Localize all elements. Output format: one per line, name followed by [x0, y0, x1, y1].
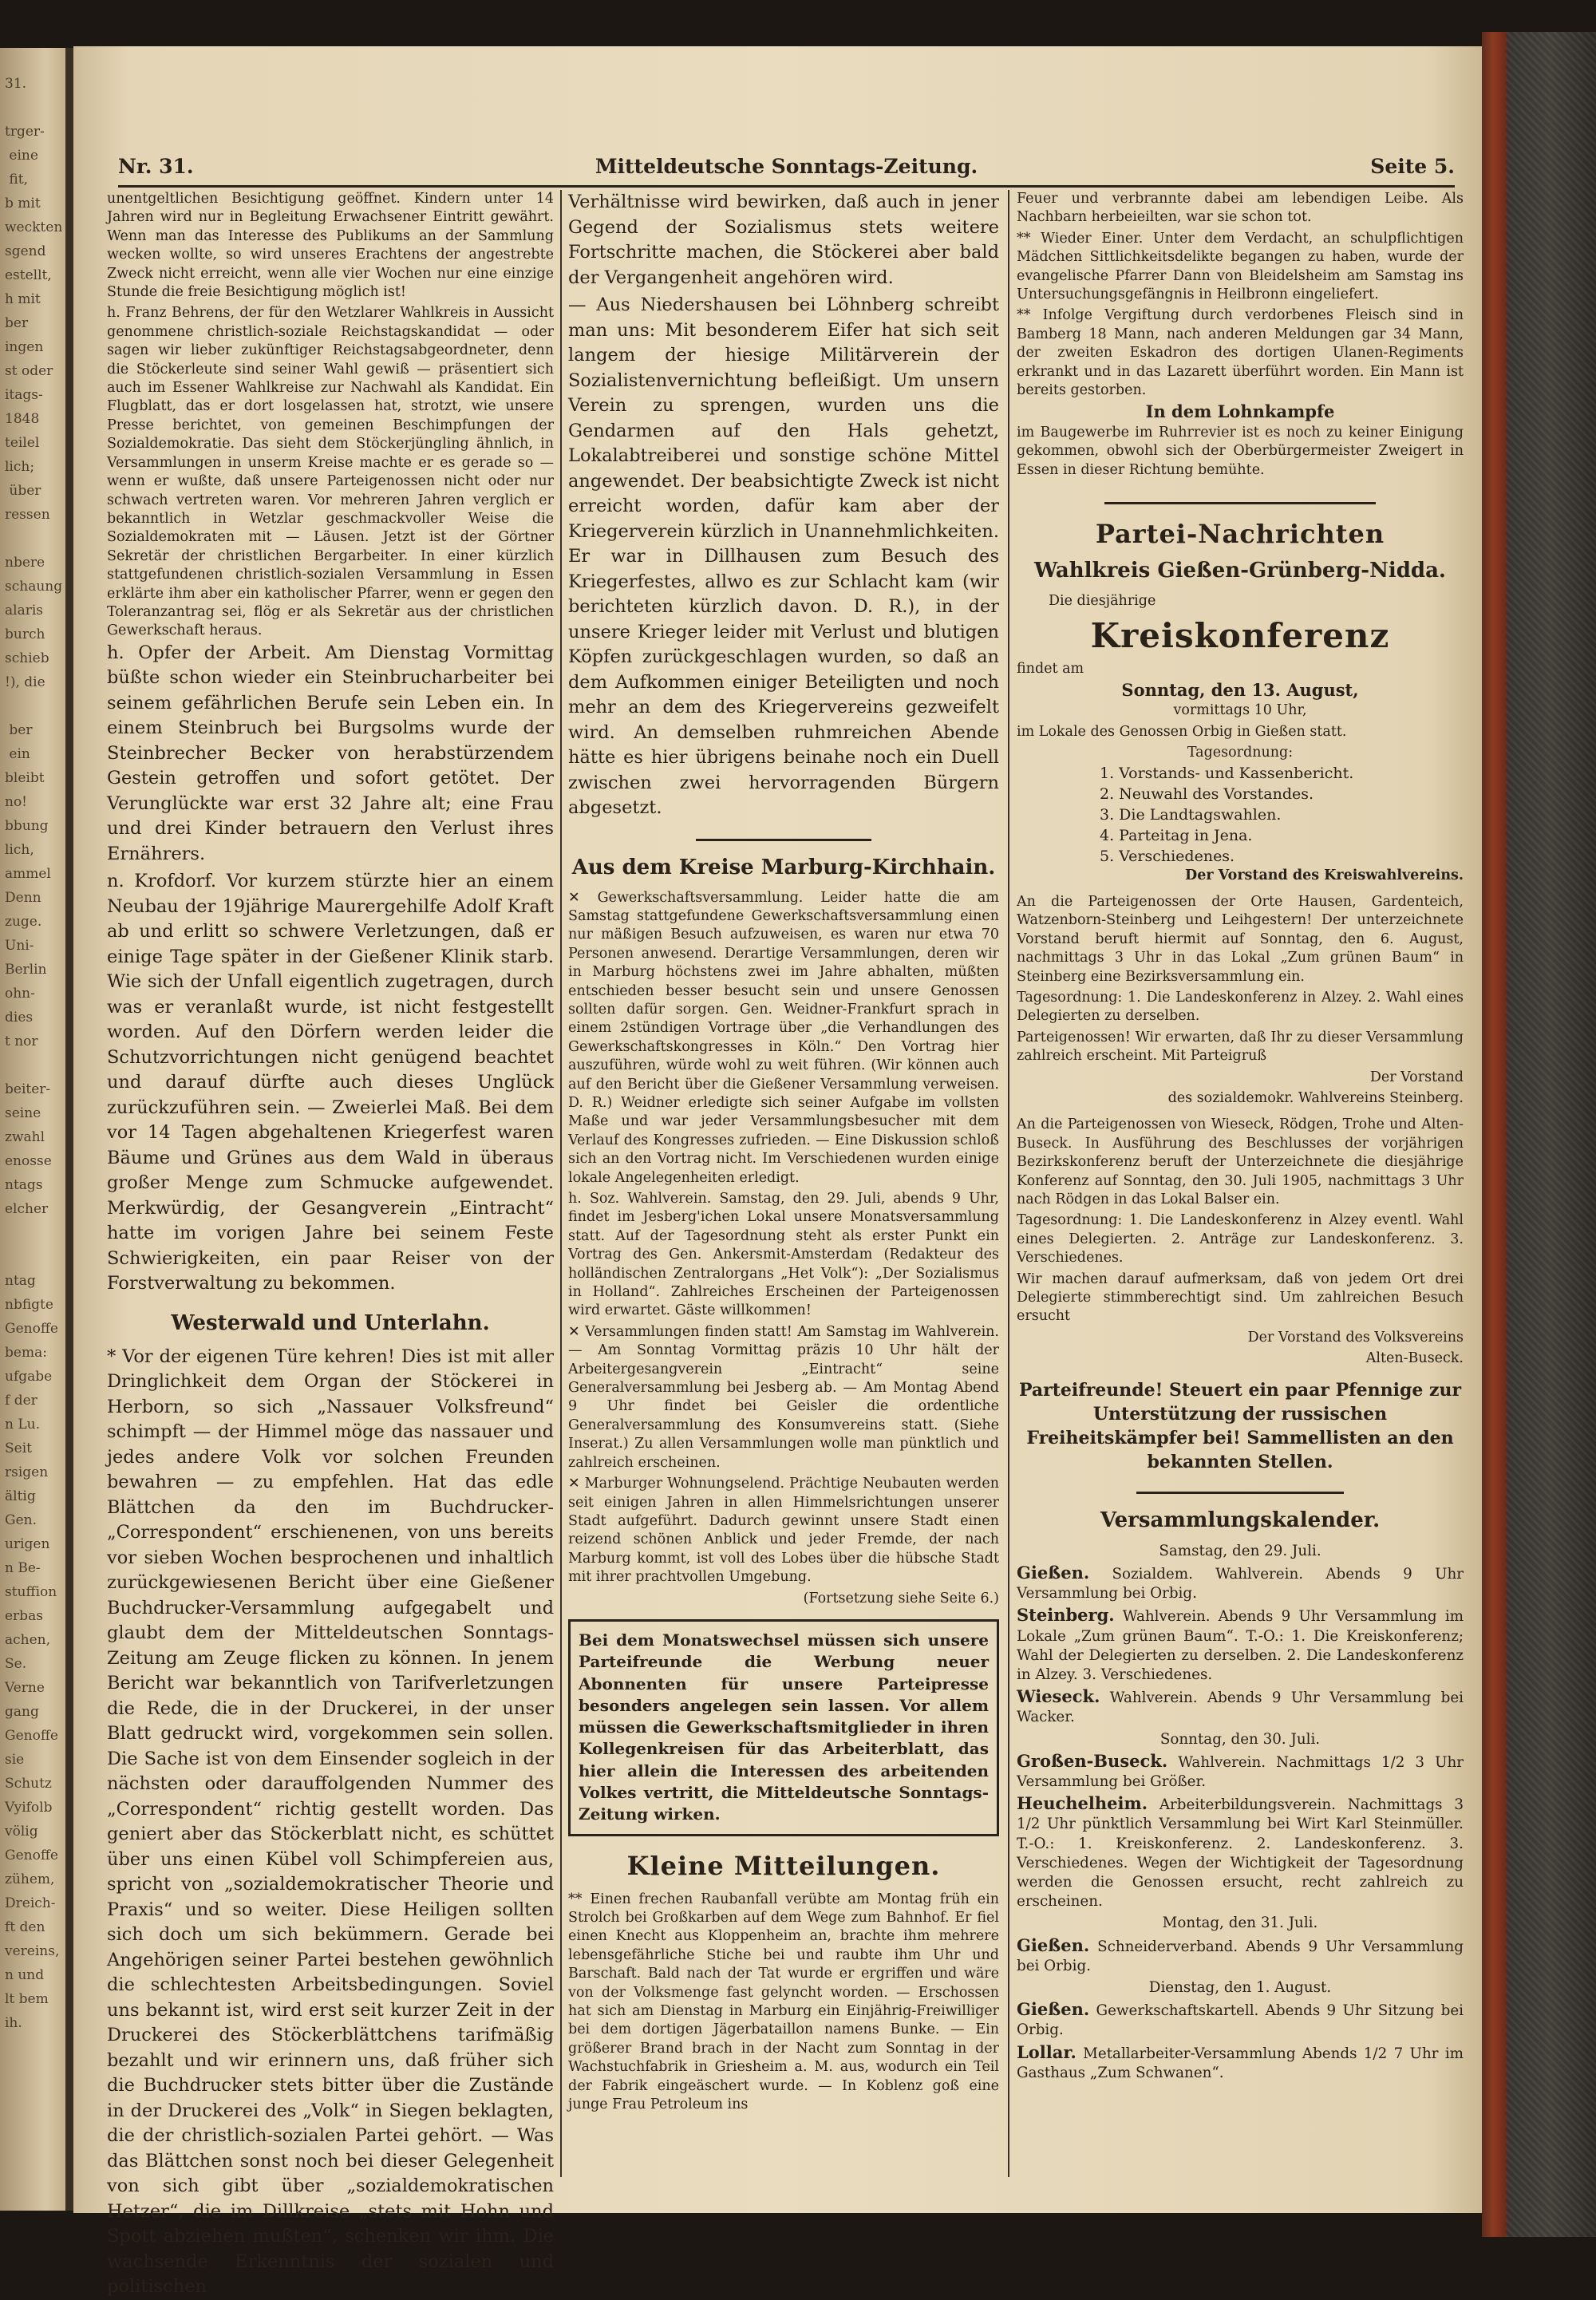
calendar-place: Wieseck. [1017, 1686, 1100, 1707]
previous-page-fragments: 31. trger- eine fit, b mit weckten sgend estellt, h mit ber ingen st oder itags- 1848 teilel lich; über ressen nbere schaung alaris burch schieb !), die ber ein bleibt no! bbung lich, ammel Denn zuge. Uni- Berlin ohn- dies t nor beiter- seine zwahl enosse ntags elcher ntag nbfigte Genoffe bema: ufgabe f der n Lu. Seit rsigen ältig Gen. urigen n Be- stuffion erbas achen, Se. Verne gang Genoffe sie Schutz Vyifolb völig Genoffe zühem, Dreich- ft den vereins, n und lt bem ih. [5, 76, 63, 2031]
calendar-place: Gießen. [1017, 1562, 1090, 1583]
newspaper-page [73, 46, 1482, 2298]
agenda-item: 5. Verschiedenes. [1100, 847, 1235, 865]
continuation-note: (Fortsetzung siehe Seite 6.) [803, 1590, 999, 1606]
calendar-text: Wahlverein. Nachmittags 1/2 3 Uhr Versammlung bei Größer. [1017, 1753, 1464, 1790]
notice-agenda-title: Tagesordnung: [1187, 745, 1294, 761]
article-raubanfall: ** Einen frechen Raubanfall verübte am Montag früh ein Strolch bei Großkarben auf dem Wege zum Bahnhof. Er fiel einen Knecht aus Kloppenheim an, brachte ihm mehrere lebensgefährliche Stiche bei und raubte ihm Uhr und Barschaft. Bald nach der Tat wurde er ergriffen und wäre von der Volksmenge fast gelyncht worden. — Erschossen hat sich am Dienstag in Marburg ein Einjährig-Freiwilliger bei dem dortigen Jägerbataillon namens Bunke. — Ein größerer Brand brach in der Nacht zum Sonntag in der Wachstuchfabrik in Griesheim a. M. aus, wodurch ein Teil der Fabrik eingeäschert wurde. — In Koblenz goß eine junge Frau Petroleum ins [568, 1891, 999, 2113]
calendar-text: Gewerkschaftskartell. Abends 9 Uhr Sitzung bei Orbig. [1017, 2002, 1464, 2039]
calendar-text: Wahlverein. Abends 9 Uhr Versammlung bei Wacker. [1017, 1689, 1464, 1726]
notice-location: im Lokale des Genossen Orbig in Gießen statt. [1017, 723, 1347, 740]
calendar-text: Metallarbeiter-Versammlung Abends 1/2 7 Uhr im Gasthaus „Zum Schwanen“. [1017, 2045, 1464, 2081]
column-3 [1017, 190, 1464, 2185]
article-continuation: Verhältnisse wird bewirken, daß auch in jener Gegend der Sozialismus stets weitere Fortschritte machen, die Stöckerei aber bald der Vergangenheit angehören wird. [568, 192, 999, 288]
divider [1104, 502, 1376, 504]
column-rule-1 [560, 190, 562, 2177]
notice-diesjaehrige: Die diesjährige [1049, 593, 1156, 610]
notice-hausen: An die Parteigenossen der Orte Hausen, Gardenteich, Watzenborn-Steinberg und Leihgestern! Der unterzeichnete Vorstand beruft hiermit auf Sonntag, den 6. August, nachmittags 3 Uhr in das Lokal „Zum grünen Baum“ in Steinberg eine Bezirksversammlung ein. [1017, 893, 1464, 985]
notice-kreiskonferenz: Kreiskonferenz [1090, 615, 1390, 655]
notice-wieseck-note: Wir machen darauf aufmerksam, daß von jedem Ort drei Delegierte stimmberechtigt sind. Um zahlreichen Besuch ersucht [1017, 1271, 1464, 1325]
calendar-entry [1017, 1936, 1464, 1976]
russia-appeal [1017, 1378, 1464, 1474]
notice-wieseck: An die Parteigenossen von Wieseck, Rödgen, Trohe und Alten-Buseck. In Ausführung des Beschlusses der vorjährigen Bezirkskonferenz beruft der Unterzeichnete die diesjährige Konferenz auf Sonntag, den 30. Juli 1905, nachmittags 3 Uhr nach Rödgen in das Lokal Balser ein. [1017, 1116, 1464, 1208]
section-heading-wahlkreis: Wahlkreis Gießen-Grünberg-Nidda. [1033, 559, 1446, 583]
calendar-entry [1017, 1606, 1464, 1685]
calendar-place: Gießen. [1017, 1934, 1090, 1955]
issue-number: Nr. 31. [118, 155, 194, 178]
agenda-item: 4. Parteitag in Jena. [1100, 826, 1253, 844]
agenda-item: 3. Die Landtagswahlen. [1100, 805, 1282, 824]
section-heading-marburg: Aus dem Kreise Marburg-Kirchhain. [571, 855, 996, 879]
section-heading-kalender: Versammlungskalender. [1100, 1508, 1381, 1532]
calendar-date: Montag, den 31. Juli. [1162, 1915, 1318, 1932]
calendar-text: Schneiderverband. Abends 9 Uhr Versammlung bei Orbig. [1017, 1938, 1464, 1974]
previous-page-edge [0, 48, 68, 2211]
calendar-entry [1017, 1794, 1464, 1911]
notice-hausen-appeal: Parteigenossen! Wir erwarten, daß Ihr zu dieser Versammlung zahlreich erscheint. Mit Parteigruß [1017, 1029, 1464, 1065]
calendar-text: Arbeiterbildungsverein. Nachmittags 3 1/2 Uhr pünktlich Versammlung bei Wirt Karl Steinmüller. T.-O.: 1. Kreiskonferenz. 2. Landeskonferenz. 3. Verschiedenes. Wegen der Wichtigkeit der Tagesordnung werden die Genossen ersucht, recht zahlreich zu erscheinen. [1017, 1796, 1464, 1911]
book-binding [1482, 32, 1596, 2237]
section-heading-westerwald: Westerwald und Unterlahn. [171, 1310, 490, 1335]
notice-time: vormittags 10 Uhr, [1173, 702, 1307, 719]
subscription-appeal-box [568, 1619, 999, 1836]
notice-wieseck-agenda: Tagesordnung: 1. Die Landeskonferenz in Alzey eventl. Wahl eines Delegierten. 2. Anträge zur Landeskonferenz. 3. Verschiedenes. [1017, 1212, 1464, 1267]
calendar-date: Dienstag, den 1. August. [1148, 1978, 1332, 1996]
divider [1136, 1492, 1344, 1494]
article-soz-wahlverein: h. Soz. Wahlverein. Samstag, den 29. Juli, abends 9 Uhr, findet im Jesberg'ichen Lokal unsere Monatsversammlung statt. Auf der Tagesordnung steht als erster Punkt ein Vortrag des Gen. Ankersmit-Amsterdam (Redakteur des holländischen Zentralorgans „Het Volk“): „Der Sozialismus in Holland“. Zahlreiches Erscheinen der Parteigenossen wird erwartet. Gäste willkommen! [568, 1191, 999, 1319]
notice-hausen-signature-1: Der Vorstand [1369, 1069, 1464, 1085]
agenda-list [1017, 763, 1464, 867]
calendar-entry [1017, 2043, 1464, 2083]
article-gewerkschaft: ✕ Gewerkschaftsversammlung. Leider hatte die am Samstag stattgefundene Gewerkschaftsversammlung einen nur mäßigen Besuch aufzuweisen, es waren nur etwa 70 Personen anwesend. Derartige Versammlungen, deren wir in Marburg höchstens zwei im Jahre abhalten, müßten entschieden besser besucht sein und unsere Genossen sollten dafür sorgen. Gen. Weidner-Frankfurt sprach in einem 2stündigen Vortrage über „die Verhandlungen des Gewerkschaftskongresses in Köln.“ Den Vortrag hier auszuführen, würde wohl zu weit führen. (Wir können auch auf den Bericht über die Gießener Versammlung verweisen. D. R.) Weidner erledigte sich seiner Aufgabe im vollsten Maße und war jeder Versammlungsbesucher mit dem Verlauf des Kongresses zufrieden. — Eine Diskussion schloß sich an den Vortrag nicht. Im Verschiedenen wurden einige lokale Angelegenheiten erledigt. [568, 889, 999, 1186]
calendar-place: Gießen. [1017, 1999, 1090, 2020]
article-versammlungen: ✕ Versammlungen finden statt! Am Samstag im Wahlverein. — Am Sonntag Vormittag präzis 10 Uhr hält der Arbeitergesangverein „Eintracht“ seine Generalversammlung bei Jesberg ab. — Am Montag Abend 9 Uhr findet bei Geisler die ordentliche Generalversammlung des Konsumvereins statt. (Siehe Inserat.) Zu allen Versammlungen wolle man pünktlich und zahlreich erscheinen. [568, 1323, 999, 1471]
notice-signature: Der Vorstand des Kreiswahlvereins. [1185, 867, 1464, 883]
notice-date: Sonntag, den 13. August, [1121, 679, 1359, 700]
article-vergiftung: ** Infolge Vergiftung durch verdorbenes Fleisch sind in Bamberg 18 Mann, nach anderen Meldungen gar 34 Mann, der zweiten Eskadron des dortigen Ulanen-Regiments erkrankt und in das Lazarett überführt worden. Ein Mann ist bereits gestorben. [1017, 307, 1464, 399]
article-behrens: h. Franz Behrens, der für den Wetzlarer Wahlkreis in Aussicht genommene christlich-soziale Reichstagskandidat — oder sagen wir lieber zukünftiger Reichstagsabgeordneter, denn die Stöckerleute sind seiner Wahl gewiß — präsentiert sich auch im Essener Wahlkreise zur Nachwahl als Kandidat. Ein Flugblatt, das er dort losgelassen hat, strotzt, wie unsere Presse berichtet, von gemeinen Beschimpfungen der Sozialdemokratie. Das sieht dem Stöckerjüngling ähnlich, in Versammlungen in unserm Kreise machte er es gerade so — wenn er wußte, daß unsere Parteigenossen nicht oder nur schwach vertreten waren. Vor mehreren Jahren verglich er bekanntlich in Wetzlar geschmackvoller Weise die Sozialdemokraten mit — Läusen. Jetzt ist der Görtner Sekretär der christlichen Bergarbeiter. In einer kürzlich stattgefundenen christlich-sozialen Versammlung in Essen erklärte ihm aber ein katholischer Pfarrer, wenn er gegen den Toleranzantrag sei, flög er als Sekretär aus der christlichen Gewerkschaft heraus. [107, 305, 554, 639]
book-gutter [65, 48, 73, 2211]
newspaper-title: Mitteldeutsche Sonntags-Zeitung. [595, 155, 978, 178]
calendar-entry [1017, 2000, 1464, 2040]
notice-findet: findet am [1017, 660, 1084, 677]
section-heading-partei: Partei-Nachrichten [1095, 519, 1385, 550]
article-tuere: * Vor der eigenen Türe kehren! Dies ist mit aller Dringlichkeit dem Organ der Stöckerei in Herborn, so sich „Nassauer Volksfreund“ schimpft — der Himmel möge das nassauer und jedes andere Volk vor solchen Freunden bewahren — zu empfehlen. Hat das edle Blättchen da den im Buchdrucker-„Correspondent“ erschienenen, von uns bereits vor sieben Wochen besprochenen und inhaltlich zurückgewiesenen Bericht über eine Gießener Buchdrucker-Versammlung aufgegabelt und glaubt dem der Mitteldeutschen Sonntags-Zeitung am Zeuge flicken zu können. In jenem Bericht war bekanntlich von Tarifverletzungen die Rede, die in der Druckerei, in der unser Blatt gedruckt wird, vorgekommen sein sollen. Die Sache ist von dem Einsender sogleich in der nächsten oder darauffolgenden Nummer des „Correspondent“ richtig gestellt worden. Das geniert aber das Stöckerblatt nicht, es schüttet über uns einen Kübel voll Schimpfereien aus, spricht von „sozialdemokratischer Theorie und Praxis“ und so weiter. Diese Heiligen sollten sich doch um sich bekümmern. Gerade bei Angehörigen seiner Partei bestehen gewöhnlich die schlechtesten Arbeitsbedingungen. Soviel uns bekannt ist, wird erst seit kurzer Zeit in der Druckerei des Stöckerblättchens tarifmäßig bezahlt und wir erinnern uns, daß früher sich die Buchdrucker stets bitter über die Zustände in der Druckerei des „Volk“ in Siegen beklagten, die der christlich-sozialen Partei gehört. — Was das Blättchen sonst noch bei dieser Gelegenheit von sich gibt über „sozialdemokratischen Hetzer“, die im Dillkreise „stets mit Hohn und Spott abziehen mußten“, schenken wir ihm. Die wachsende Erkenntnis der sozialen und politischen [107, 1346, 554, 2298]
notice-hausen-signature-2: des sozialdemokr. Wahlvereins Steinberg. [1167, 1090, 1464, 1106]
agenda-item: 2. Neuwahl des Vorstandes. [1100, 784, 1314, 803]
calendar-entry [1017, 1563, 1464, 1603]
calendar-text: Wahlverein. Abends 9 Uhr Versammlung im Lokale „Zum grünen Baum“. T.-O.: 1. Die Kreiskonferenz; Wahl der Delegierten zu derselben. 2. Die Landeskonferenz in Alzey. 3. Verschiedenes. [1017, 1608, 1464, 1683]
calendar-place: Lollar. [1017, 2041, 1077, 2062]
article-lohnkampf: im Baugewerbe im Ruhrrevier ist es noch zu keiner Einigung gekommen, obwohl sich der Oberbürgermeister Zweigert in Essen in dieser Richtung bemühte. [1017, 424, 1464, 478]
divider [696, 839, 871, 841]
heading-lohnkampf: In dem Lohnkampfe [1145, 401, 1335, 422]
agenda-item: 1. Vorstands- und Kassenbericht. [1100, 764, 1354, 782]
article-wieder-einer: ** Wieder Einer. Unter dem Verdacht, an schulpflichtigen Mädchen Sittlichkeitsdelikte begangen zu haben, wurde der evangelische Pfarrer Dann von Bleidelsheim am Samstag ins Untersuchungsgefängnis in Heilbronn eingeliefert. [1017, 230, 1464, 303]
section-heading-kleine: Kleine Mitteilungen. [626, 1850, 941, 1881]
article-niedershausen: — Aus Niedershausen bei Löhnberg schreibt man uns: Mit besonderem Eifer hat sich seit langem der hiesige Militärverein der Sozialistenvernichtung befleißigt. Um unsern Verein zu sprengen, wurden uns die Gendarmen auf den Hals gehetzt, Lokalabtreiberei und sonstige schöne Mittel angewendet. Der beabsichtigte Zweck ist nicht erreicht worden, dafür kam aber der Kriegerverein kürzlich in Unannehmlichkeiten. Er war in Dillhausen zum Besuch des Kriegerfestes, allwo es zur Schlacht kam (wir berichteten kürzlich davon. D. R.), in der unsere Krieger leider mit Verlust und blutigen Köpfen zurückgeschlagen wurden, so daß an dem Aufkommen einiger Beteiligten und noch mehr an dem des Kriegervereins gezweifelt wird. An demselben ruhmreichen Abende hätte es hier übrigens beinahe noch ein Duell zwischen zwei hervorragenden Bürgern abgesetzt. [568, 294, 999, 818]
column-2 [568, 190, 999, 2185]
article-intro: unentgeltlichen Besichtigung geöffnet. Kindern unter 14 Jahren wird nur in Begleitung Erwachsener Eintritt gewährt. Wenn man das Interesse des Publikums an der Sammlung wecken wollte, so wird unseres Erachtens der angestrebte Zweck nicht erreicht, wenn alle vier Wochen nur eine einzige Stunde die freie Besichtigung möglich ist! [107, 191, 554, 301]
article-krofdorf: n. Krofdorf. Vor kurzem stürzte hier an einem Neubau der 19jährige Maurergehilfe Adolf Kraft ab und erlitt so schwere Verletzungen, daß er einige Tage später in der Gießener Klinik starb. Wie sich der Unfall eigentlich zugetragen, durch was er veranlaßt wurde, ist nicht festgestellt worden. Auf den Dörfern werden leider die Schutzvorrichtungen nicht genügend beachtet und darauf dürfte auch dieses Unglück zurückzuführen sein. — Zweierlei Maß. Bei dem vor 14 Tagen abgehaltenen Kriegerfest waren Bäume und Grünes aus dem Wald in überaus großer Menge zum Schmucke aufgewendet. Merkwürdig, der Gesangverein „Eintracht“ hatte im vorigen Jahre bei seinem Feste Schwierigkeiten, ein paar Reiser von der Forstverwaltung zu bekommen. [107, 871, 554, 1294]
article-wohnungselend: ✕ Marburger Wohnungselend. Prächtige Neubauten werden seit einigen Jahren in allen Himmelsrichtungen unserer Stadt aufgeführt. Dadurch gewinnt unsere Stadt einen reizend schönen Anblick und jeder Fremde, der nach Marburg kommt, ist voll des Lobes über die hübsche Stadt mit ihrer prachtvollen Umgebung. [568, 1476, 999, 1586]
column-rule-2 [1008, 190, 1009, 2177]
calendar-place: Großen-Buseck. [1017, 1750, 1168, 1771]
article-feuer: Feuer und verbrannte dabei am lebendigen Leibe. Als Nachbarn herbeieilten, war sie schon tot. [1017, 191, 1464, 226]
calendar-entry [1017, 1687, 1464, 1727]
meeting-calendar [1017, 1542, 1464, 2083]
notice-wieseck-signature-1: Der Vorstand des Volksvereins [1247, 1329, 1464, 1346]
calendar-place: Steinberg. [1017, 1605, 1115, 1626]
page-number: Seite 5. [1370, 155, 1455, 178]
calendar-entry [1017, 1752, 1464, 1792]
calendar-date: Sonntag, den 30. Juli. [1159, 1730, 1321, 1748]
notice-wieseck-signature-2: Alten-Buseck. [1365, 1350, 1464, 1367]
notice-hausen-agenda: Tagesordnung: 1. Die Landeskonferenz in Alzey. 2. Wahl eines Delegierten zu derselben. [1017, 989, 1464, 1025]
page-header [118, 148, 1455, 188]
subscription-appeal-text: Bei dem Monatswechsel müssen sich unsere Parteifreunde die Werbung neuer Abonnenten für unsere Parteipresse besonders angelegen sein lassen. Vor allem müssen die Gewerkschaftsmitglieder in ihren Kollegenkreisen für das Arbeiterblatt, das hier allein die Interessen des arbeitenden Volkes vertritt, die Mitteldeutsche Sonntags-Zeitung wirken. [579, 1630, 989, 1824]
calendar-place: Heuchelheim. [1017, 1793, 1148, 1814]
russia-appeal-text: Parteifreunde! Steuert ein paar Pfennige zur Unterstützung der russischen Freiheitskämpfer bei! Sammellisten an den bekannten Stellen. [1018, 1379, 1462, 1472]
article-opfer: h. Opfer der Arbeit. Am Dienstag Vormittag büßte schon wieder ein Steinbrucharbeiter bei seinem gefährlichen Berufe sein Leben ein. In einem Steinbruch bei Burgsolms wurde der Steinbrecher Becker von herabstürzendem Gestein getroffen und sofort getötet. Der Verunglückte war erst 32 Jahre alt; eine Frau und drei Kinder betrauern den Verlust ihres Ernährers. [107, 642, 554, 864]
column-1 [107, 190, 554, 2298]
calendar-text: Sozialdem. Wahlverein. Abends 9 Uhr Versammlung bei Orbig. [1017, 1565, 1464, 1602]
calendar-date: Samstag, den 29. Juli. [1159, 1542, 1321, 1559]
